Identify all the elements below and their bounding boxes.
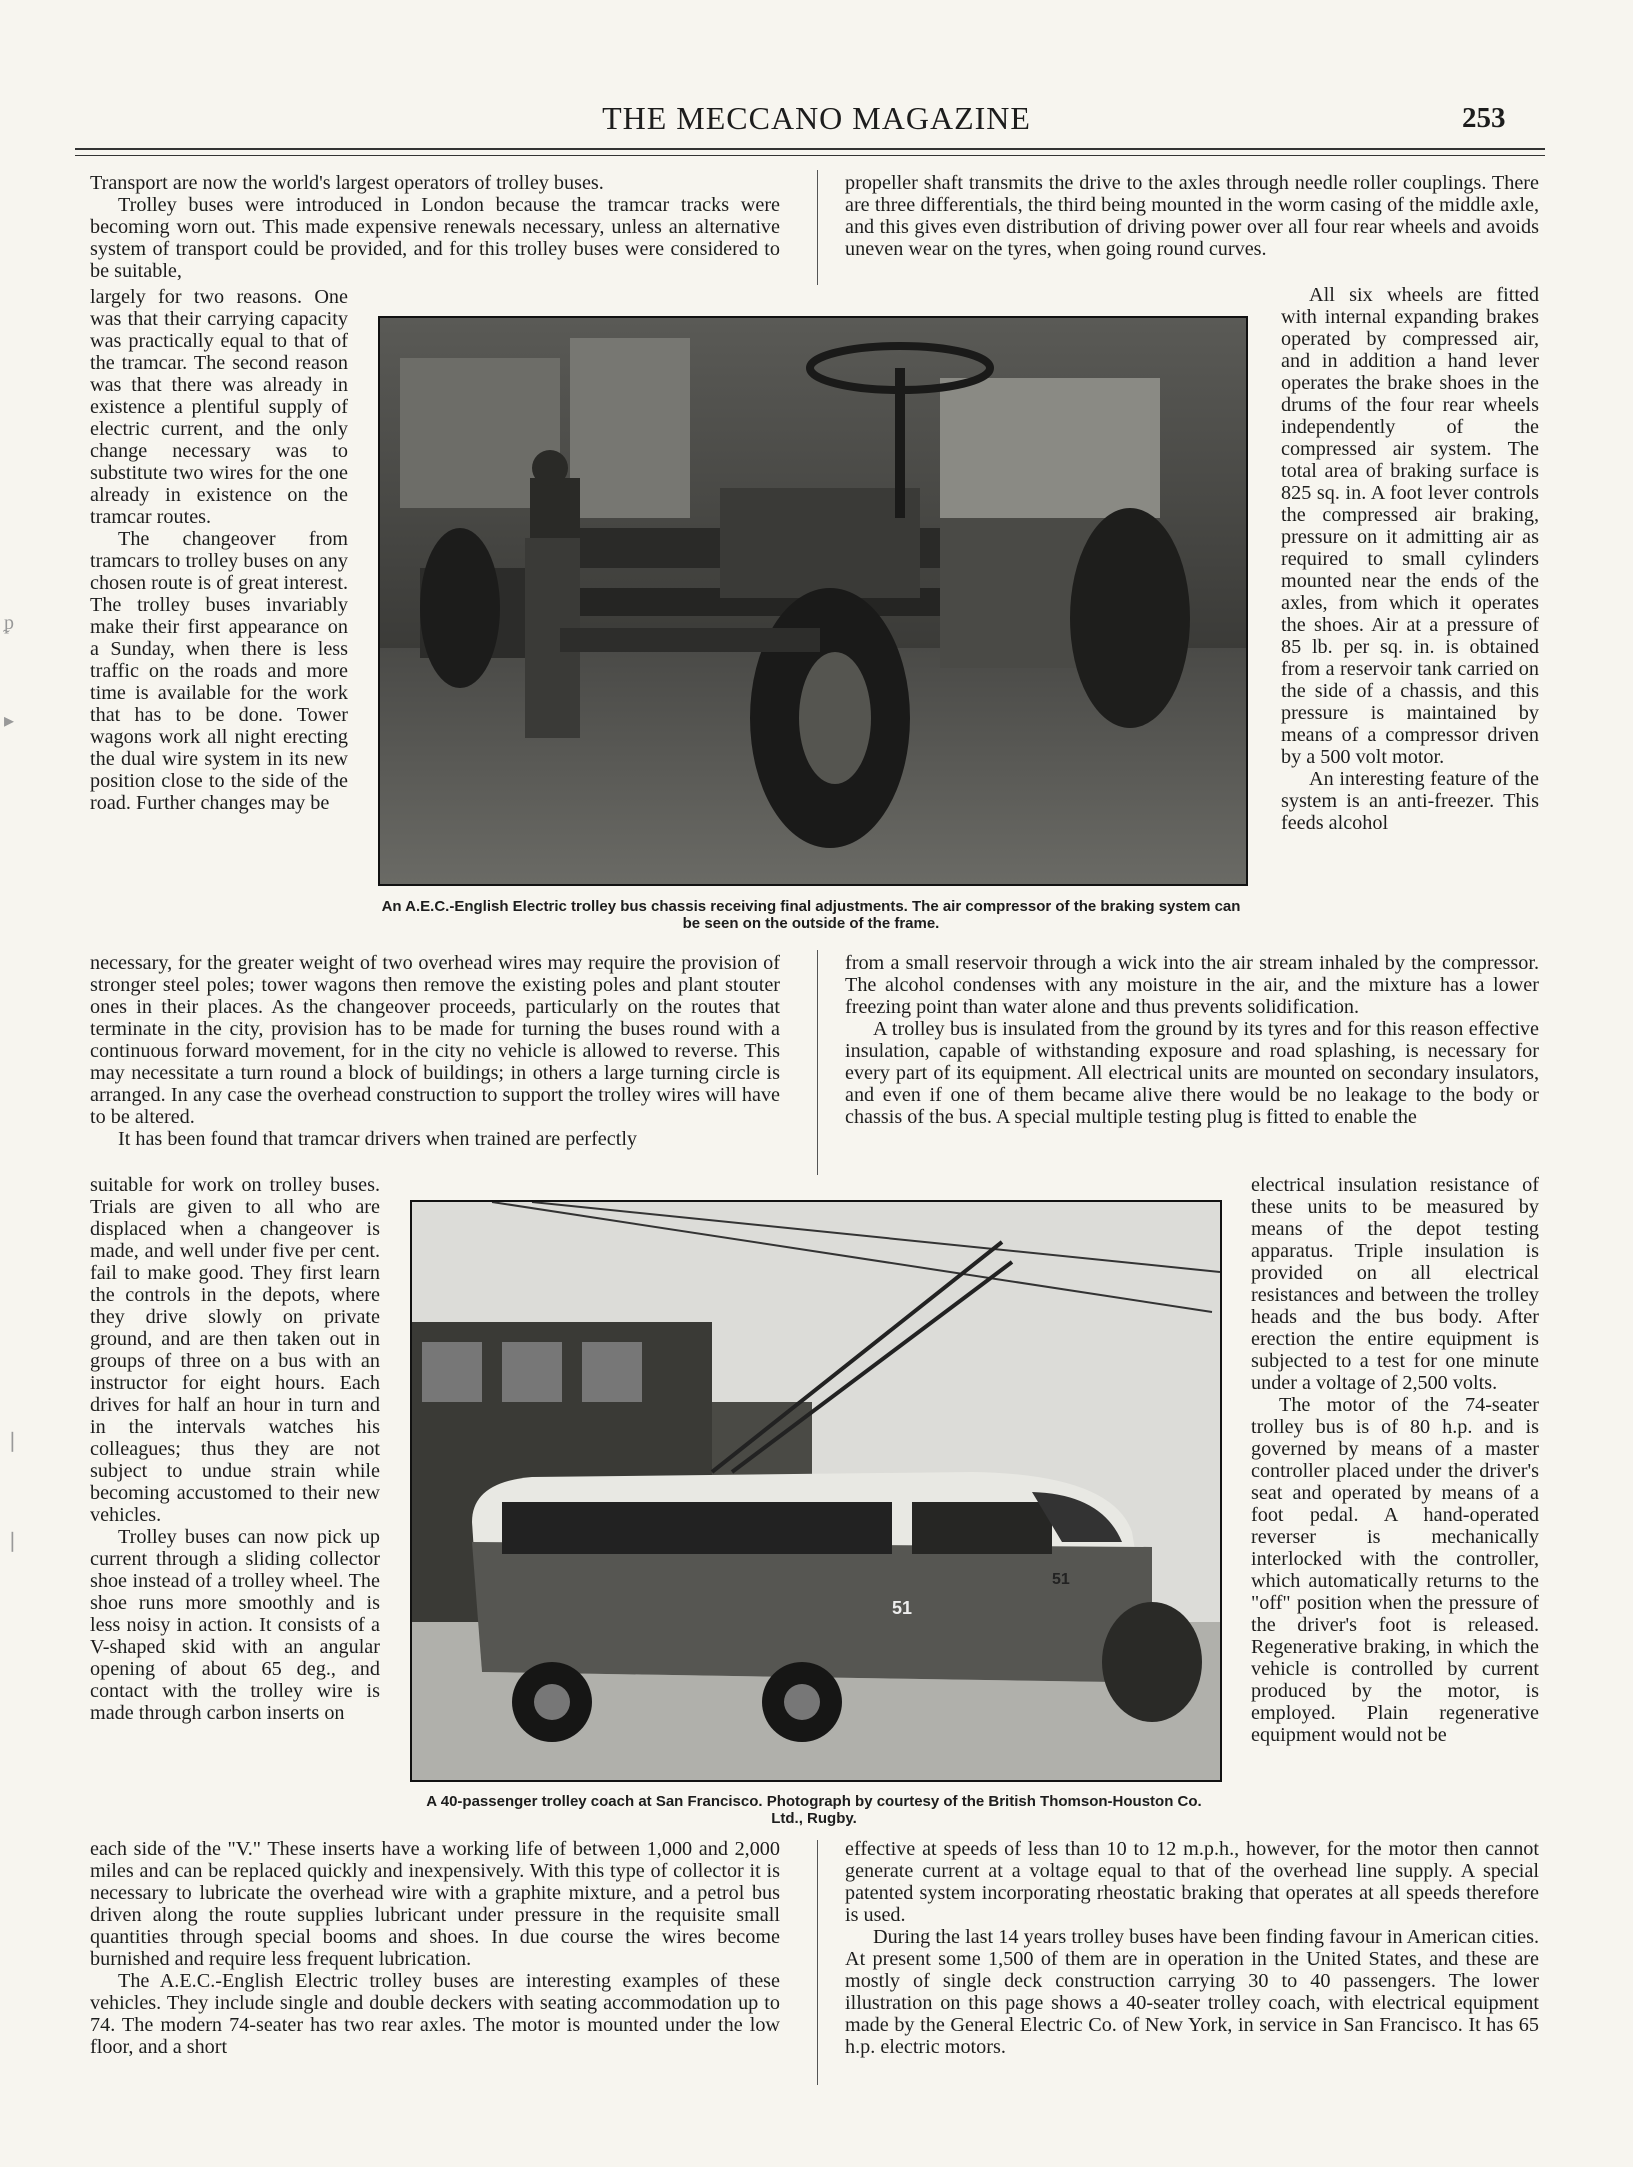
magazine-title: THE MECCANO MAGAZINE [602, 100, 1031, 136]
paragraph: Trolley buses can now pick up current through a sliding collector shoe instead of a trolley wheel. The shoe runs more smoothly and is less noisy in action. It consists of a V-shaped skid with an angular opening of about 65 deg., and contact with the trolley wire is made through carbon inserts on [90, 1526, 380, 1724]
column-divider [817, 1840, 818, 2085]
header-rule [75, 148, 1545, 150]
page-number: 253 [1462, 102, 1506, 134]
paragraph: The changeover from tramcars to trolley buses on any chosen route is of great interest. The trolley buses invariably make their first appearance on a Sunday, when there is less traffic on the roads and more time is available for the work that has to be done. Tower wagons work all night erecting the dual wire system in its new position close to the side of the road. Further changes may be [90, 528, 348, 814]
margin-mark: ❘ [4, 1430, 21, 1452]
paragraph: The A.E.C.-English Electric trolley buses are interesting examples of these vehicles. They include single and double deckers with seating accommodation up to 74. The modern 74-seater has two rear axles. The motor is mounted under the low floor, and a short [90, 1970, 780, 2058]
paragraph: suitable for work on trolley buses. Trials are given to all who are displaced when a changeover is made, and well under five per cent. fail to make good. They first learn the controls in the depots, where they drive slowly on private ground, and are then taken out in groups of three on a bus with an instructor for eight hours. Each drives for half an hour in turn and in the intervals watches his colleagues; thus they are not subject to undue strain while becoming accustomed to their new vehicles. [90, 1174, 380, 1526]
trolley-coach-illustration [412, 1202, 1220, 1780]
paragraph: A trolley bus is insulated from the ground by its tyres and for this reason effective insulation, capable of withstanding exposure and road splashing, is necessary for every part of its equipment. All electrical units are mounted on secondary insulators, and even if one of them became alive there would be no leakage to the body or chassis of the bus. A special multiple testing plug is fitted to enable the [845, 1018, 1539, 1128]
chassis-caption: An A.E.C.-English Electric trolley bus chassis receiving final adjustments. The air compressor of the braking system can be seen on the outside of the frame. [381, 898, 1241, 932]
margin-mark: ᵱ [4, 612, 14, 634]
left-column-middle [90, 952, 780, 1150]
header-rule [75, 155, 1545, 156]
paragraph: electrical insulation resistance of these units to be measured by means of the depot testing apparatus. Triple insulation is provided on all electrical resistances and between the trolley heads and the bus body. After erection the entire equipment is subjected to a test for one minute under a voltage of 2,500 volts. [1251, 1174, 1539, 1394]
margin-mark: ▸ [4, 710, 15, 732]
paragraph: each side of the "V." These inserts have a working life of between 1,000 and 2,000 miles and can be replaced quickly and inexpensively. With this type of collector it is necessary to lubricate the overhead wire with a graphite mixture, and a petrol bus driven along the route supplies lubricant under pressure in the requisite small quantities through special booms and shoes. In due course the wires become burnished and require less frequent lubrication. [90, 1838, 780, 1970]
paragraph: from a small reservoir through a wick into the air stream inhaled by the compressor. The alcohol condenses with any moisture in the air, and the mixture has a lower freezing point than water alone and thus prevents solidification. [845, 952, 1539, 1018]
chassis-illustration [380, 318, 1246, 884]
trolley-coach-caption: A 40-passenger trolley coach at San Francisco. Photograph by courtesy of the British Thomson-Houston Co. Ltd., Rugby. [426, 1793, 1202, 1827]
left-column-bottom [90, 1838, 780, 2058]
column-divider [817, 170, 818, 285]
paragraph: It has been found that tramcar drivers when trained are perfectly [118, 1128, 638, 1150]
column-divider [817, 950, 818, 1175]
paragraph: Trolley buses were introduced in London because the tramcar tracks were becoming worn out. This made expensive renewals necessary, unless an alternative system of transport could be provided, and for this trolley buses were considered to be suitable, [90, 194, 780, 282]
paragraph: All six wheels are fitted with internal expanding brakes operated by compressed air, and in addition a hand lever operates the brake shoes in the drums of the four rear wheels independently of the compressed air system. The total area of braking surface is 825 sq. in. A foot lever controls the compressed air braking, pressure on it admitting air as required to small cylinders mounted near the ends of the axles, from which it operates the shoes. Air at a pressure of 85 lb. per sq. in. is obtained from a reservoir tank carried on the side of a chassis, and this pressure is maintained by means of a compressor driven by a 500 volt motor. [1281, 284, 1539, 768]
paragraph: An interesting feature of the system is an anti-freezer. This feeds alcohol [1281, 768, 1539, 834]
fleet-number-side: 51 [892, 1598, 913, 1618]
left-column-top [90, 172, 780, 282]
trolley-coach-photo [410, 1200, 1222, 1782]
paragraph: propeller shaft transmits the drive to the axles through needle roller couplings. There are three differentials, the third being mounted in the worm casing of the middle axle, and this gives even distribution of driving power over all four rear wheels and avoids uneven wear on the tyres, when going round curves. [845, 172, 1539, 260]
left-column-narrow-b [90, 1174, 380, 1724]
paragraph: Transport are now the world's largest operators of trolley buses. [90, 172, 604, 194]
chassis-photo [378, 316, 1248, 886]
paragraph: largely for two reasons. One was that their carrying capacity was practically equal to that of the tramcar. The second reason was that there was already in existence a plentiful supply of electric current, and the only change necessary was to substitute two wires for the one already in existence on the tramcar routes. [90, 286, 348, 528]
fleet-number-rear: 51 [1052, 1571, 1070, 1588]
right-column-narrow-a [1281, 284, 1539, 834]
paragraph: During the last 14 years trolley buses have been finding favour in American cities. At present some 1,500 of them are in operation in the United States, and these are mostly of single deck construction carrying 30 to 40 passengers. The lower illustration on this page shows a 40-seater trolley coach, with electrical equipment made by the General Electric Co. of New York, in service in San Francisco. It has 65 h.p. electric motors. [845, 1926, 1539, 2058]
right-column-narrow-b [1251, 1174, 1539, 1746]
margin-mark: ❘ [4, 1530, 21, 1552]
paragraph: necessary, for the greater weight of two overhead wires may require the provision of stronger steel poles; tower wagons then remove the existing poles and plant stouter ones in their places. As the changeover proceeds, particularly on the routes that terminate in the city, provision has to be made for turning the buses round with a continuous forward movement, for in the city no vehicle is allowed to reverse. This may necessitate a turn round a block of buildings; in others a large turning circle is arranged. In any case the overhead construction to support the trolley wires will have to be altered. [90, 952, 780, 1128]
left-column-narrow-a [90, 286, 348, 814]
paragraph: effective at speeds of less than 10 to 12 m.p.h., however, for the motor then cannot generate current at a voltage equal to that of the overhead line supply. A special patented system incorporating rheostatic braking that operates at all speeds therefore is used. [845, 1838, 1539, 1926]
right-column-bottom [845, 1838, 1539, 2058]
right-column-top [845, 172, 1539, 260]
paragraph: The motor of the 74-seater trolley bus is of 80 h.p. and is governed by means of a master controller placed under the driver's seat and operated by means of a foot pedal. A hand-operated reverser is mechanically interlocked with the controller, which automatically returns to the "off" position when the pressure of the driver's foot is released. Regenerative braking, in which the vehicle is controlled by current produced by the motor, is employed. Plain regenerative equipment would not be [1251, 1394, 1539, 1746]
right-column-middle [845, 952, 1539, 1128]
